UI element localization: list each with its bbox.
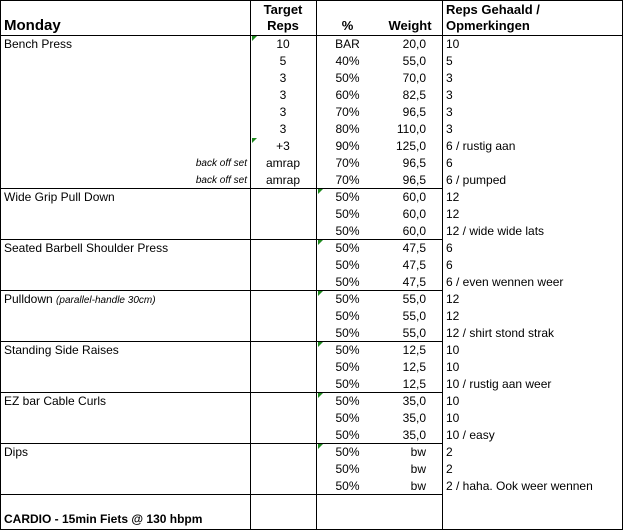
weight-cell[interactable]: 55,0 [402, 292, 426, 306]
weight-cell[interactable]: bw [410, 445, 426, 459]
comment-cell[interactable]: 10 [446, 411, 460, 425]
weight-cell[interactable]: 60,0 [402, 224, 426, 238]
weight-cell[interactable]: 12,5 [402, 377, 426, 391]
percent-cell[interactable]: 70% [335, 173, 360, 187]
comment-cell[interactable]: 12 [446, 190, 460, 204]
weight-cell[interactable]: 12,5 [402, 343, 426, 357]
percent-cell[interactable]: 50% [335, 360, 360, 374]
weight-cell[interactable]: 96,5 [402, 105, 426, 119]
comment-cell[interactable]: 6 / pumped [446, 173, 507, 187]
reps-cell[interactable]: +3 [276, 139, 290, 153]
weight-cell[interactable]: 70,0 [402, 71, 426, 85]
weight-cell[interactable]: 96,5 [402, 173, 426, 187]
reps-cell[interactable]: 3 [279, 122, 287, 136]
weight-header: Weight [388, 18, 432, 33]
comment-cell[interactable]: 6 / rustig aan [446, 139, 516, 153]
comments-header-line2: Opmerkingen [446, 18, 530, 33]
weight-cell[interactable]: 60,0 [402, 207, 426, 221]
comment-cell[interactable]: 2 [446, 445, 453, 459]
reps-cell[interactable]: 3 [279, 88, 287, 102]
comment-cell[interactable]: 12 [446, 292, 460, 306]
comment-cell[interactable]: 12 [446, 309, 460, 323]
weight-cell[interactable]: 35,0 [402, 411, 426, 425]
percent-cell[interactable]: 50% [335, 241, 360, 255]
weight-cell[interactable]: bw [410, 479, 426, 493]
comment-cell[interactable]: 6 [446, 156, 453, 170]
comments-header: Reps Gehaald / [446, 2, 540, 17]
reps-cell[interactable]: 10 [276, 37, 290, 51]
percent-cell[interactable]: 50% [335, 71, 360, 85]
day-title: Monday [4, 17, 61, 34]
target-reps-header-line2: Reps [267, 18, 299, 33]
percent-header: % [341, 18, 354, 33]
percent-cell[interactable]: 50% [335, 326, 360, 340]
percent-cell[interactable]: 50% [335, 258, 360, 272]
comment-cell[interactable]: 3 [446, 122, 453, 136]
exercise-name-shoulder-press: Seated Barbell Shoulder Press [4, 241, 169, 255]
exercise-name-wide-grip-pull-down: Wide Grip Pull Down [4, 190, 115, 204]
set-note: back off set [195, 175, 247, 186]
weight-cell[interactable]: 110,0 [396, 122, 426, 136]
comment-cell[interactable]: 2 [446, 462, 453, 476]
weight-cell[interactable]: 125,0 [395, 139, 426, 153]
percent-cell[interactable]: 50% [335, 428, 360, 442]
cardio-note: CARDIO - 15min Fiets @ 130 hbpm [4, 512, 203, 526]
reps-cell[interactable]: 3 [279, 105, 287, 119]
set-note: back off set [195, 158, 247, 169]
percent-cell[interactable]: 40% [335, 54, 360, 68]
percent-cell[interactable]: 90% [335, 139, 360, 153]
reps-cell[interactable]: amrap [265, 173, 300, 187]
exercise-subtitle: (parallel-handle 30cm) [56, 295, 156, 306]
comment-cell[interactable]: 10 / easy [446, 428, 495, 442]
weight-cell[interactable]: bw [410, 462, 426, 476]
comment-cell[interactable]: 6 [446, 258, 453, 272]
percent-cell[interactable]: 50% [335, 292, 360, 306]
percent-cell[interactable]: 50% [335, 394, 360, 408]
percent-cell[interactable]: 50% [335, 190, 360, 204]
exercise-title: Pulldown [4, 292, 53, 306]
comment-cell[interactable]: 12 [446, 207, 460, 221]
comment-cell[interactable]: 3 [446, 71, 453, 85]
section-divider [1, 494, 443, 495]
comment-cell[interactable]: 3 [446, 105, 453, 119]
exercise-name-pulldown [3, 291, 249, 308]
comment-cell[interactable]: 10 [446, 360, 460, 374]
weight-cell[interactable]: 20,0 [402, 37, 426, 51]
comment-cell[interactable]: 10 [446, 394, 460, 408]
weight-cell[interactable]: 35,0 [402, 394, 426, 408]
column-divider [442, 1, 443, 529]
comment-cell[interactable]: 12 / wide wide lats [446, 224, 545, 238]
comment-cell[interactable]: 12 / shirt stond strak [446, 326, 555, 340]
comment-cell[interactable]: 3 [446, 88, 453, 102]
weight-cell[interactable]: 60,0 [402, 190, 426, 204]
target-reps-header: Target [263, 2, 303, 17]
percent-cell[interactable]: 60% [335, 88, 360, 102]
percent-cell[interactable]: 50% [335, 479, 360, 493]
percent-cell[interactable]: 70% [335, 105, 360, 119]
percent-cell[interactable]: 50% [335, 411, 360, 425]
exercise-name-side-raises: Standing Side Raises [4, 343, 119, 357]
weight-cell[interactable]: 55,0 [402, 309, 426, 323]
comment-cell[interactable]: 5 [446, 54, 453, 68]
percent-cell[interactable]: 50% [335, 377, 360, 391]
percent-cell[interactable]: 50% [335, 224, 360, 238]
percent-cell[interactable]: 80% [335, 122, 360, 136]
comment-cell[interactable]: 6 / even wennen weer [446, 275, 564, 289]
weight-cell[interactable]: 55,0 [402, 54, 426, 68]
weight-cell[interactable]: 47,5 [402, 241, 426, 255]
weight-cell[interactable]: 47,5 [402, 275, 426, 289]
percent-cell[interactable]: 50% [335, 207, 360, 221]
percent-cell[interactable]: 50% [335, 343, 360, 357]
comment-cell[interactable]: 10 [446, 343, 460, 357]
reps-cell[interactable]: 5 [279, 54, 287, 68]
weight-cell[interactable]: 12,5 [402, 360, 426, 374]
comment-cell[interactable]: 6 [446, 241, 453, 255]
exercise-name-bench-press: Bench Press [4, 37, 73, 51]
exercise-name-dips: Dips [4, 445, 29, 459]
reps-cell[interactable]: amrap [265, 156, 300, 170]
weight-cell[interactable]: 35,0 [402, 428, 426, 442]
percent-cell[interactable]: BAR [335, 37, 360, 51]
percent-cell[interactable]: 70% [335, 156, 360, 170]
exercise-name-cable-curls: EZ bar Cable Curls [4, 394, 107, 408]
reps-cell[interactable]: 3 [279, 71, 287, 85]
weight-cell[interactable]: 82,5 [402, 88, 426, 102]
percent-cell[interactable]: 50% [335, 445, 360, 459]
weight-cell[interactable]: 96,5 [402, 156, 426, 170]
percent-cell[interactable]: 50% [335, 275, 360, 289]
percent-cell[interactable]: 50% [335, 462, 360, 476]
comment-cell[interactable]: 10 [446, 37, 460, 51]
weight-cell[interactable]: 55,0 [402, 326, 426, 340]
weight-cell[interactable]: 47,5 [402, 258, 426, 272]
comment-cell[interactable]: 10 / rustig aan weer [446, 377, 552, 391]
comment-cell[interactable]: 2 / haha. Ook weer wennen [446, 479, 593, 493]
percent-cell[interactable]: 50% [335, 309, 360, 323]
